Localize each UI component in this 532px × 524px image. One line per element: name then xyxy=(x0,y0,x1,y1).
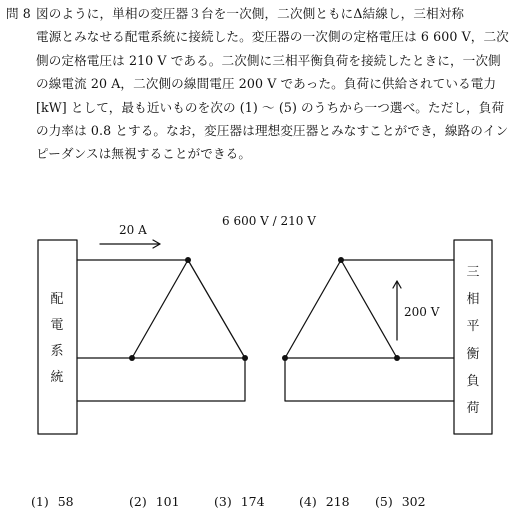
answer-label: (3) xyxy=(214,494,232,509)
answer-value: 174 xyxy=(240,494,265,509)
load-box-char: 衡 xyxy=(466,347,480,362)
question-text-line: ピーダンスは無視することができる。 xyxy=(36,146,252,162)
load-box-char: 三 xyxy=(466,265,480,280)
answer-label: (1) xyxy=(31,494,49,509)
question-text-line: 図のように，単相の変圧器３台を一次側，二次側ともにΔ結線し，三相対称 xyxy=(36,6,465,21)
primary-node-left xyxy=(129,355,135,361)
question-line-7 xyxy=(6,142,528,165)
question-line-3 xyxy=(6,49,528,72)
question-text-line: 電源とみなせる配電系統に接続した。変圧器の一次側の定格電圧は 6 600 V，二次 xyxy=(36,29,509,45)
load-box-char: 荷 xyxy=(466,401,480,416)
source-box-char: 系 xyxy=(50,344,64,359)
answer-choices xyxy=(31,491,511,513)
secondary-node-right xyxy=(394,355,400,361)
secondary-delta-winding xyxy=(285,260,397,358)
answer-choice-5[interactable] xyxy=(375,491,426,513)
answer-choice-3[interactable] xyxy=(214,491,265,513)
source-box-char: 統 xyxy=(50,370,64,385)
answer-value: 302 xyxy=(401,494,426,509)
source-box-char: 電 xyxy=(50,318,64,333)
secondary-line-c xyxy=(285,358,454,401)
answer-label: (4) xyxy=(299,494,317,509)
primary-line-c xyxy=(77,358,245,401)
answer-choice-4[interactable] xyxy=(299,491,350,513)
question-text-line: の力率は 0.8 とする。なお，変圧器は理想変圧器とみなすことができ，線路のイン xyxy=(36,122,509,138)
answer-label: (5) xyxy=(375,494,393,509)
primary-delta-winding xyxy=(132,260,245,358)
answer-choice-1[interactable] xyxy=(31,491,74,513)
load-box-char: 平 xyxy=(466,319,480,334)
secondary-node-top xyxy=(338,257,344,263)
primary-node-right xyxy=(242,355,248,361)
question-line-4 xyxy=(6,72,528,95)
question-text-line: 側の定格電圧は 210 V である。二次側に三相平衡負荷を接続したときに，一次側 xyxy=(36,52,501,68)
question-line-5 xyxy=(6,96,528,119)
distribution-system-box xyxy=(38,240,77,434)
question-number: 問 8 xyxy=(6,6,31,21)
question-line-1 xyxy=(6,2,528,25)
load-box-char: 相 xyxy=(466,292,480,307)
question-text-line: [kW] として，最も近いものを次の (1) ～ (5) のうちから一つ選べ。ただし，負荷 xyxy=(36,99,505,115)
transformer-rating-label: 6 600 V / 210 V xyxy=(222,214,316,228)
circuit-diagram xyxy=(0,200,532,470)
primary-current-label: 20 A xyxy=(119,223,147,237)
secondary-voltage-label: 200 V xyxy=(404,305,440,319)
answer-value: 218 xyxy=(325,494,350,509)
load-box-char: 負 xyxy=(466,374,480,389)
secondary-node-left xyxy=(282,355,288,361)
answer-value: 58 xyxy=(57,494,74,509)
question-text-line: の線電流 20 A，二次側の線間電圧 200 V であった。負荷に供給されている電力 xyxy=(36,76,497,92)
primary-node-top xyxy=(185,257,191,263)
answer-label: (2) xyxy=(129,494,147,509)
source-box-char: 配 xyxy=(50,292,64,307)
question-line-6 xyxy=(6,119,528,142)
answer-value: 101 xyxy=(155,494,180,509)
question-text xyxy=(6,2,528,166)
answer-choice-2[interactable] xyxy=(129,491,180,513)
question-line-2 xyxy=(6,25,528,48)
